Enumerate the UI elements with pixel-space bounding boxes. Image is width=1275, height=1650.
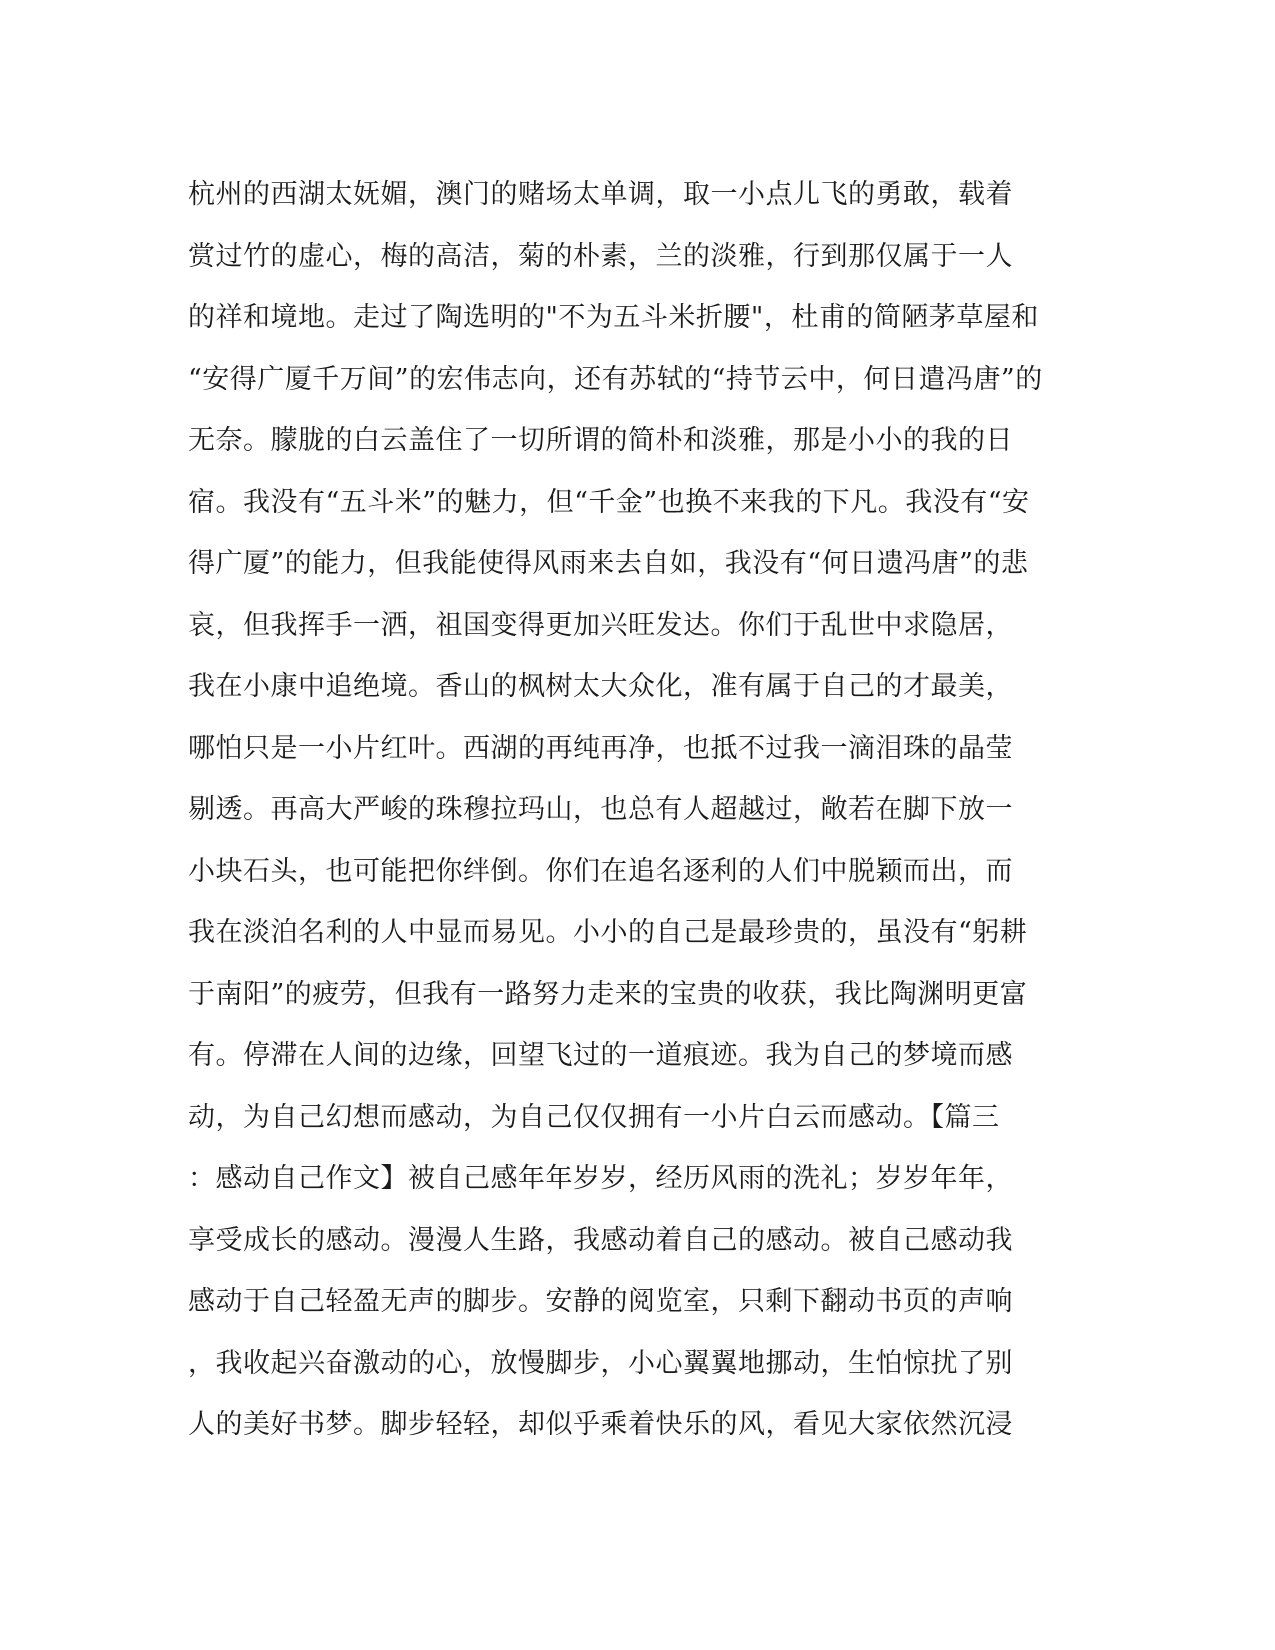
text-line: ：感动自己作文】被自己感年年岁岁，经历风雨的洗礼；岁岁年年， <box>188 1163 1013 1194</box>
text-line: 宿。我没有“五斗米”的魅力，但“千金”也换不来我的下凡。我没有“安 <box>188 486 1030 518</box>
text-line: 哀，但我挥手一洒，祖国变得更加兴旺发达。你们于乱世中求隐居， <box>188 609 1013 641</box>
text-line: 我在淡泊名利的人中显而易见。小小的自己是最珍贵的，虽没有“躬耕 <box>188 917 1028 948</box>
text-line: 哪怕只是一小片红叶。西湖的再纯再净，也抵不过我一滴泪珠的晶莹 <box>188 732 1013 764</box>
text-line: 赏过竹的虚心，梅的高洁，菊的朴素，兰的淡雅，行到那仅属于一人 <box>188 240 1013 272</box>
text-line: 小块石头，也可能把你绊倒。你们在追名逐利的人们中脱颖而出，而 <box>188 855 1013 887</box>
text-line: ，我收起兴奋激动的心，放慢脚步，小心翼翼地挪动，生怕惊扰了别 <box>188 1347 1013 1379</box>
text-line: 我在小康中追绝境。香山的枫树太大众化，准有属于自己的才最美， <box>188 671 1013 702</box>
text-line: “安得广厦千万间”的宏伟志向，还有苏轼的“持节云中，何日遣冯唐”的 <box>188 363 1043 395</box>
text-line: 得广厦”的能力，但我能使得风雨来去自如，我没有“何日遗冯唐”的悲 <box>188 548 1029 579</box>
text-line: 感动于自己轻盈无声的脚步。安静的阅览室，只剩下翻动书页的声响 <box>188 1286 1013 1317</box>
text-line: 的祥和境地。走过了陶选明的"不为五斗米折腰"，杜甫的简陋茅草屋和 <box>188 302 1039 333</box>
text-line: 剔透。再高大严峻的珠穆拉玛山，也总有人超越过，敞若在脚下放一 <box>188 794 1013 825</box>
body-text <box>188 164 1088 1456</box>
text-line: 动，为自己幻想而感动，为自己仅仅拥有一小片白云而感动。【篇三 <box>188 1101 1000 1133</box>
text-line: 人的美好书梦。脚步轻轻，却似乎乘着快乐的风，看见大家依然沉浸 <box>188 1409 1013 1440</box>
text-line: 于南阳”的疲劳，但我有一路努力走来的宝贵的收获，我比陶渊明更富 <box>188 978 1028 1010</box>
text-line: 享受成长的感动。漫漫人生路，我感动着自己的感动。被自己感动我 <box>188 1224 1013 1256</box>
text-line: 无奈。朦胧的白云盖住了一切所谓的简朴和淡雅，那是小小的我的日 <box>188 425 1013 456</box>
text-line: 有。停滞在人间的边缘，回望飞过的一道痕迹。我为自己的梦境而感 <box>188 1040 1013 1071</box>
text-line: 杭州的西湖太妩媚，澳门的赌场太单调，取一小点儿飞的勇敢，载着 <box>188 179 1013 210</box>
